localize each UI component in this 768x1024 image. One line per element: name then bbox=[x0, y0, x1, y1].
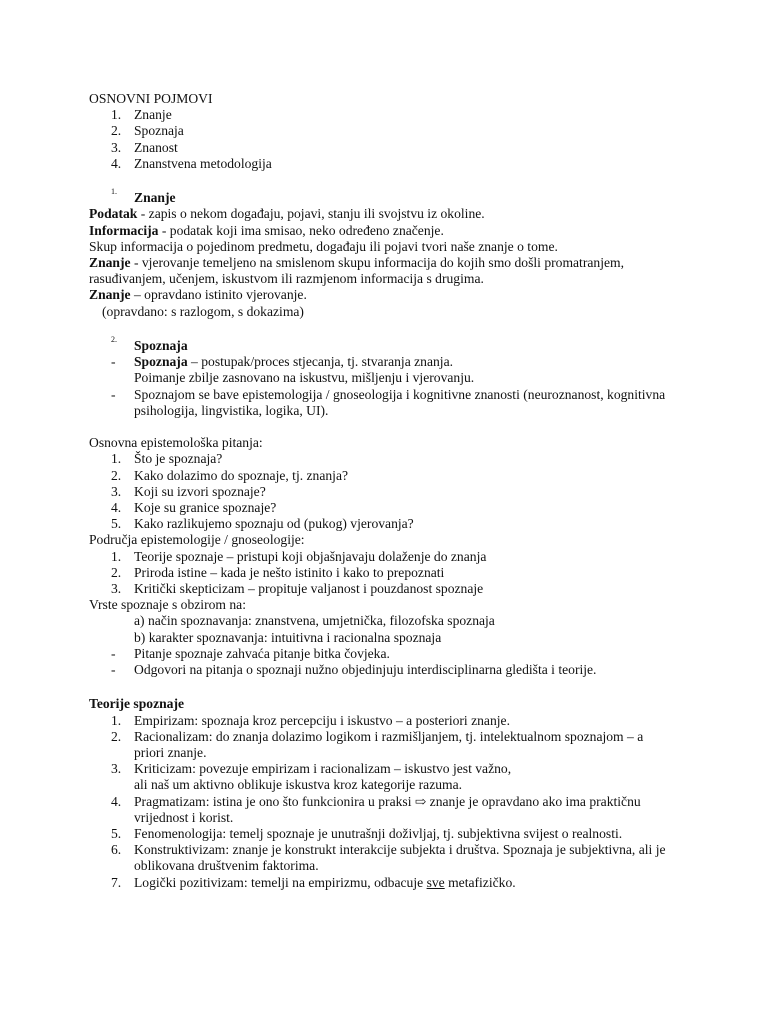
definition-podatak: Podatak - zapis o nekom događaju, pojavi, stanju ili svojstvu iz okoline. bbox=[89, 206, 485, 222]
list-item: 5. Kako razlikujemo spoznaju od (pukog) vjerovanja? bbox=[111, 516, 414, 532]
list-item: 6. Konstruktivizam: znanje je konstrukt interakcije subjekta i društva. Spoznaja je subjektivna, ali je bbox=[111, 842, 666, 858]
list-item: 2. Racionalizam: do znanja dolazimo logikom i razmišljanjem, tj. intelektualnom spoznajom – a bbox=[111, 728, 644, 744]
definition-znanje: Znanje - vjerovanje temeljeno na smislenom skupu informacija do kojih smo došli promatranjem, bbox=[89, 255, 624, 271]
bullet-item-cont: psihologija, lingvistika, logika, UI). bbox=[134, 402, 329, 418]
section-heading-teorije: Teorije spoznaje bbox=[89, 696, 185, 712]
type-a: a) način spoznavanja: znanstvena, umjetnička, filozofska spoznaja bbox=[134, 613, 495, 629]
areas-list bbox=[89, 549, 689, 598]
list-item-cont: vrijednost i korist. bbox=[134, 809, 234, 825]
toc-list bbox=[89, 107, 689, 172]
list-item: 3. Kritički skepticizam – propituje valjanost i pouzdanost spoznaje bbox=[111, 581, 484, 597]
spacer bbox=[89, 419, 689, 435]
definition-znanje-2: Znanje – opravdano istinito vjerovanje. bbox=[89, 287, 307, 303]
section-heading-spoznaja: 2. Spoznaja bbox=[111, 335, 188, 354]
list-item-cont: ali naš um aktivno oblikuje iskustva kroz kategorije razuma. bbox=[134, 777, 463, 793]
paragraph-skup: Skup informacija o pojedinom predmetu, događaju ili pojavi tvori naše znanje o tome. bbox=[89, 238, 558, 254]
areas-intro: Područja epistemologije / gnoseologije: bbox=[89, 532, 305, 548]
list-item: 1. Teorije spoznaje – pristupi koji objašnjavaju dolaženje do znanja bbox=[111, 548, 487, 564]
spacer bbox=[89, 320, 689, 336]
list-item: 5. Fenomenologija: temelj spoznaje je unutrašnji doživljaj, tj. subjektivna svijest o realnosti. bbox=[111, 826, 623, 842]
list-item: 3. Kriticizam: povezuje empirizam i racionalizam – iskustvo jest važno, bbox=[111, 761, 512, 777]
bullet-item: - Odgovori na pitanja o spoznaji nužno objedinjuju interdisciplinarna gledišta i teorije. bbox=[111, 662, 597, 678]
list-item: 2. Priroda istine – kada je nešto istinito i kako to prepoznati bbox=[111, 564, 445, 580]
list-item-cont: priori znanje. bbox=[134, 745, 207, 761]
list-item: 7. Logički pozitivizam: temelji na empirizmu, odbacuje sve metafizičko. bbox=[111, 874, 516, 890]
section-heading-znanje: 1. Znanje bbox=[111, 187, 176, 206]
definition-informacija: Informacija - podatak koji ima smisao, neko određeno značenje. bbox=[89, 222, 444, 238]
list-item: 2. Kako dolazimo do spoznaje, tj. znanja? bbox=[111, 467, 349, 483]
bullet-item: - Pitanje spoznaje zahvaća pitanje bitka čovjeka. bbox=[111, 645, 390, 661]
epist-intro: Osnovna epistemološka pitanja: bbox=[89, 435, 263, 451]
spacer bbox=[89, 172, 689, 188]
document-page bbox=[89, 91, 689, 891]
document-title: OSNOVNI POJMOVI bbox=[89, 91, 213, 106]
types-intro: Vrste spoznaje s obzirom na: bbox=[89, 597, 246, 613]
list-item: 1. Znanje bbox=[111, 107, 172, 123]
list-item: 2. Spoznaja bbox=[111, 123, 184, 139]
definition-znanje-cont: rasuđivanjem, učenjem, iskustvom ili razmjenom informacija s drugima. bbox=[89, 271, 484, 287]
theories-list bbox=[89, 713, 689, 891]
list-item: 4. Koje su granice spoznaje? bbox=[111, 500, 277, 516]
list-item: 4. Znanstvena metodologija bbox=[111, 155, 272, 171]
list-item-cont: oblikovana društvenim faktorima. bbox=[134, 858, 319, 874]
bullet-item: - Spoznaja – postupak/proces stjecanja, tj. stvaranja znanja. bbox=[111, 354, 454, 370]
list-item: 4. Pragmatizam: istina je ono što funkcionira u praksi ⇨ znanje je opravdano ako ima praktičnu bbox=[111, 793, 641, 809]
list-item: 3. Koji su izvori spoznaje? bbox=[111, 483, 266, 499]
questions-list bbox=[89, 451, 689, 532]
bullet-item: - Spoznajom se bave epistemologija / gnoseologija i kognitivne znanosti (neuroznanost, kognitivna bbox=[111, 386, 666, 402]
list-item: 1. Empirizam: spoznaja kroz percepciju i iskustvo – a posteriori znanje. bbox=[111, 712, 510, 728]
type-b: b) karakter spoznavanja: intuitivna i racionalna spoznaja bbox=[134, 629, 442, 645]
right-arrow-icon: ⇨ bbox=[414, 793, 427, 809]
underlined-word: sve bbox=[426, 874, 445, 890]
note-opravdano: (opravdano: s razlogom, s dokazima) bbox=[102, 303, 304, 319]
list-item: 1. Što je spoznaja? bbox=[111, 451, 223, 467]
spacer bbox=[89, 678, 689, 694]
list-item: 3. Znanost bbox=[111, 139, 178, 155]
bullet-item-cont: Poimanje zbilje zasnovano na iskustvu, mišljenju i vjerovanju. bbox=[134, 370, 475, 386]
